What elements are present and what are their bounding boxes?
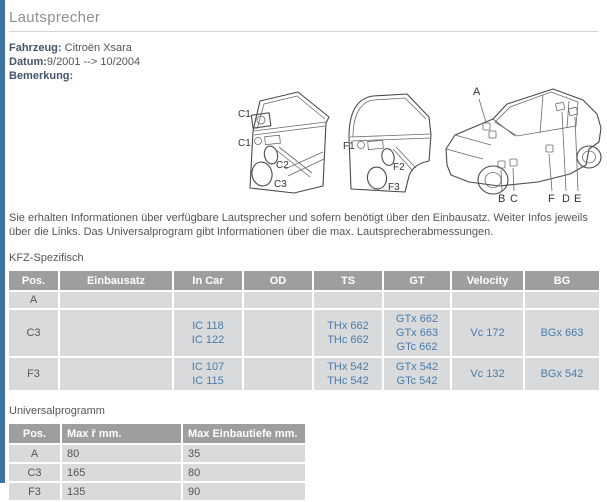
col-gt: GT	[384, 271, 450, 290]
ts-cell	[314, 292, 382, 308]
car-position-e-label: E	[574, 193, 582, 205]
speaker-link[interactable]: GTc 542	[396, 375, 438, 387]
rear-door-woofer-label: F3	[388, 182, 400, 193]
bg-cell	[525, 358, 599, 390]
rear-door-upper-label: F1	[343, 141, 355, 152]
max-diameter-cell: 135	[62, 483, 181, 500]
left-accent-bar	[0, 0, 5, 483]
speaker-link[interactable]: Vc 132	[470, 368, 505, 380]
od-cell	[244, 358, 312, 390]
table-row	[9, 483, 305, 500]
col-velocity: Velocity	[452, 271, 523, 290]
car-position-d-label: D	[562, 193, 570, 205]
od-cell	[244, 310, 312, 356]
date-row	[9, 55, 598, 69]
speaker-link[interactable]: BGx 663	[540, 327, 584, 339]
speaker-link[interactable]: THc 662	[327, 334, 369, 346]
front-door-tweeter-label: C1	[238, 109, 251, 120]
speaker-link[interactable]: IC 122	[191, 334, 225, 346]
gt-cell	[384, 310, 450, 356]
ts-cell	[314, 310, 382, 356]
bemerkung-label: Bemerkung:	[9, 70, 74, 82]
velocity-cell	[452, 358, 523, 390]
car-position-c-label: C	[510, 193, 518, 205]
speaker-link[interactable]: BGx 542	[540, 368, 584, 380]
vehicle-row	[9, 41, 598, 55]
page-title: Lautsprecher	[9, 0, 598, 32]
speaker-link[interactable]: GTx 542	[395, 361, 439, 373]
ts-cell	[314, 358, 382, 390]
speaker-link[interactable]: THx 542	[327, 361, 369, 373]
datum-label: Datum:	[9, 56, 47, 68]
bg-cell	[525, 292, 599, 308]
table-row	[9, 292, 599, 308]
speaker-link[interactable]: IC 118	[192, 320, 224, 332]
rear-door-mid-label: F2	[393, 162, 405, 173]
speaker-link[interactable]: GTx 663	[395, 327, 439, 339]
max-diameter-cell: 165	[62, 464, 181, 481]
bg-cell	[525, 310, 599, 356]
front-door-woofer-label: C3	[274, 179, 287, 190]
pos-cell: A	[9, 445, 60, 462]
col-max-depth: Max Einbautiefe mm.	[183, 424, 305, 443]
universal-section-heading: Universalprogramm	[9, 405, 105, 417]
table-row	[9, 464, 305, 481]
page-content	[9, 0, 598, 502]
speaker-diagrams	[9, 85, 598, 207]
datum-value: 9/2001 --> 10/2004	[46, 56, 141, 68]
velocity-cell	[452, 292, 523, 308]
col-incar: In Car	[174, 271, 242, 290]
fahrzeug-label: Fahrzeug:	[9, 42, 62, 54]
einbausatz-cell	[60, 292, 172, 308]
incar-cell	[174, 292, 242, 308]
car-position-f-label: F	[548, 193, 555, 205]
universal-table	[7, 422, 307, 502]
car-position-a-label: A	[473, 86, 481, 98]
pos-cell: C3	[9, 464, 60, 481]
gt-cell	[384, 358, 450, 390]
pos-cell: C3	[9, 310, 58, 356]
gt-cell	[384, 292, 450, 308]
kfz-table	[7, 269, 601, 392]
speaker-link[interactable]: IC 107	[191, 361, 225, 373]
intro-text: Sie erhalten Informationen über verfügbare Lautsprecher und sofern benötigt über den Einbausatz. Weiter Infos jeweils über die Links. Das Universalprogram gibt Informationen über die max. Lautsprecherabmessungen.	[9, 212, 588, 238]
fahrzeug-value: Citroën Xsara	[64, 42, 132, 54]
car-position-b-label: B	[498, 193, 506, 205]
front-door-upper-label: C1	[238, 138, 251, 149]
vehicle-info	[9, 41, 598, 83]
col-einbausatz: Einbausatz	[60, 271, 172, 290]
max-depth-cell: 80	[183, 464, 305, 481]
pos-cell: A	[9, 292, 58, 308]
pos-cell: F3	[9, 358, 58, 390]
col-ts: TS	[314, 271, 382, 290]
col-pos: Pos.	[9, 424, 60, 443]
rear-door-diagram	[341, 91, 449, 205]
col-bg: BG	[525, 271, 599, 290]
front-door-mid-label: C2	[276, 160, 289, 171]
speaker-link[interactable]: GTc 662	[396, 341, 438, 353]
einbausatz-cell	[60, 310, 172, 356]
table-row	[9, 310, 599, 356]
universal-header-row	[9, 424, 305, 443]
col-pos: Pos.	[9, 271, 58, 290]
table-row	[9, 445, 305, 462]
col-od: OD	[244, 271, 312, 290]
col-max-diameter: Max ř mm.	[62, 424, 181, 443]
kfz-header-row	[9, 271, 599, 290]
kfz-section-heading: KFZ-Spezifisch	[9, 252, 84, 264]
speaker-link[interactable]: IC 115	[192, 375, 224, 387]
pos-cell: F3	[9, 483, 60, 500]
front-door-diagram	[237, 89, 335, 205]
car-position-diagram	[443, 81, 607, 207]
max-depth-cell: 90	[183, 483, 305, 500]
speaker-link[interactable]: THx 662	[327, 320, 369, 332]
incar-cell	[174, 358, 242, 390]
speaker-link[interactable]: GTx 662	[395, 313, 439, 325]
speaker-link[interactable]: THc 542	[327, 375, 369, 387]
velocity-cell	[452, 310, 523, 356]
max-diameter-cell: 80	[62, 445, 181, 462]
einbausatz-cell	[60, 358, 172, 390]
od-cell	[244, 292, 312, 308]
max-depth-cell: 35	[183, 445, 305, 462]
speaker-link[interactable]: Vc 172	[470, 327, 505, 339]
table-row	[9, 358, 599, 390]
incar-cell	[174, 310, 242, 356]
